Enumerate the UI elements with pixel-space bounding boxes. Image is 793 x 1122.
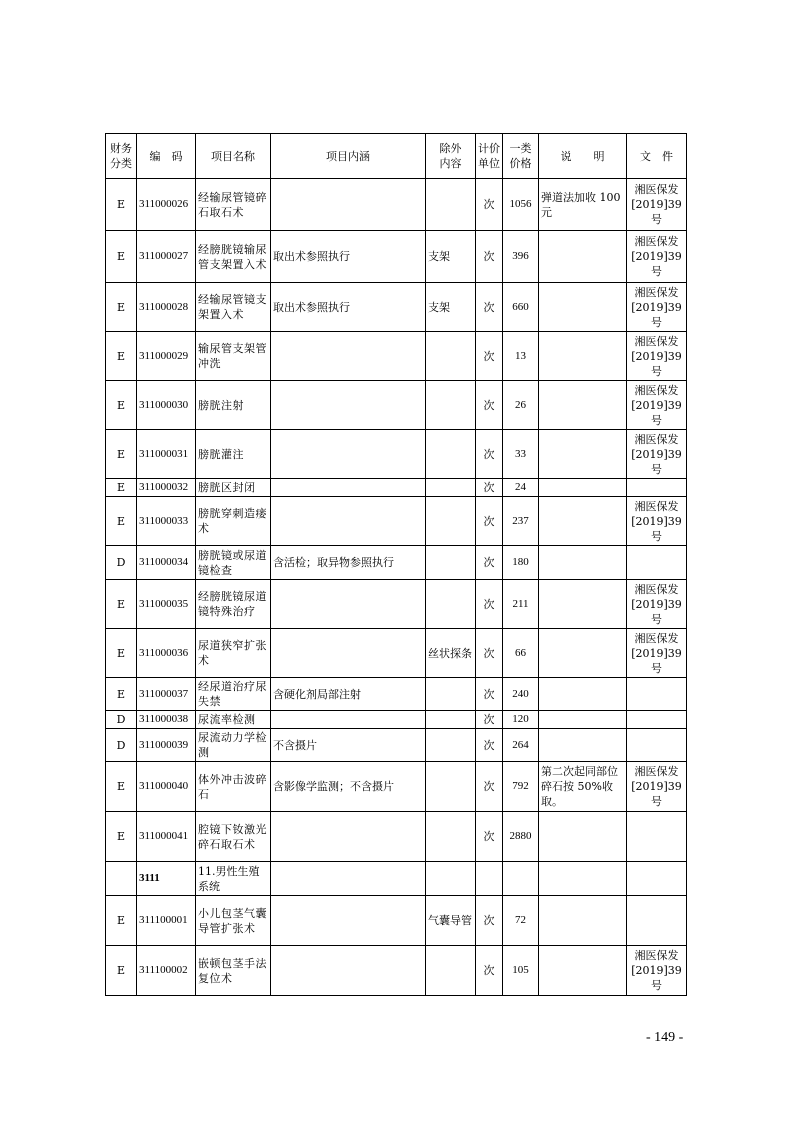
cell-unit: 次 (476, 332, 503, 381)
cell-unit: 次 (476, 678, 503, 711)
cell-exclusion (426, 430, 476, 479)
cell-exclusion: 气囊导管 (426, 896, 476, 946)
table-row (106, 430, 687, 479)
cell-unit: 次 (476, 896, 503, 946)
cell-content (271, 381, 426, 430)
table-row (106, 729, 687, 762)
cell-content: 含活检；取异物参照执行 (271, 546, 426, 580)
table-row (106, 497, 687, 546)
cell-price: 396 (503, 231, 539, 283)
table-row (106, 580, 687, 629)
cell-unit (476, 862, 503, 896)
header-name: 项目名称 (196, 134, 271, 179)
cell-exclusion: 支架 (426, 231, 476, 283)
cell-content (271, 711, 426, 729)
cell-note (539, 729, 627, 762)
cell-code: 311000035 (137, 580, 196, 629)
price-table (105, 133, 687, 996)
cell-name: 膀胱注射 (196, 381, 271, 430)
cell-unit: 次 (476, 179, 503, 231)
cell-unit: 次 (476, 430, 503, 479)
cell-content: 含硬化剂局部注射 (271, 678, 426, 711)
cell-note (539, 479, 627, 497)
cell-price: 792 (503, 762, 539, 812)
cell-category: E (106, 762, 137, 812)
cell-doc: 湘医保发[2019]39号 (627, 629, 687, 678)
cell-note (539, 580, 627, 629)
cell-code: 311100002 (137, 946, 196, 996)
cell-unit: 次 (476, 381, 503, 430)
cell-price: 33 (503, 430, 539, 479)
cell-price: 180 (503, 546, 539, 580)
cell-doc (627, 896, 687, 946)
header-note: 说 明 (539, 134, 627, 179)
cell-doc (627, 546, 687, 580)
header-category: 财务 分类 (106, 134, 137, 179)
cell-category: D (106, 729, 137, 762)
cell-unit: 次 (476, 231, 503, 283)
cell-name: 膀胱灌注 (196, 430, 271, 479)
cell-code: 311000034 (137, 546, 196, 580)
table-row (106, 762, 687, 812)
cell-unit: 次 (476, 497, 503, 546)
cell-note (539, 629, 627, 678)
cell-price: 240 (503, 678, 539, 711)
cell-name: 经输尿管镜支架置入术 (196, 283, 271, 332)
cell-code: 311000030 (137, 381, 196, 430)
cell-price: 105 (503, 946, 539, 996)
cell-note (539, 332, 627, 381)
cell-content: 含影像学监测；不含摄片 (271, 762, 426, 812)
cell-exclusion (426, 332, 476, 381)
cell-code: 311000036 (137, 629, 196, 678)
cell-price: 120 (503, 711, 539, 729)
cell-note (539, 497, 627, 546)
cell-exclusion: 丝状探条 (426, 629, 476, 678)
cell-price: 26 (503, 381, 539, 430)
cell-category: E (106, 678, 137, 711)
cell-exclusion (426, 479, 476, 497)
cell-code: 311000033 (137, 497, 196, 546)
cell-note: 弹道法加收 100 元 (539, 179, 627, 231)
cell-doc: 湘医保发[2019]39号 (627, 580, 687, 629)
cell-note (539, 430, 627, 479)
cell-unit: 次 (476, 629, 503, 678)
cell-price: 13 (503, 332, 539, 381)
header-doc: 文 件 (627, 134, 687, 179)
cell-note (539, 862, 627, 896)
cell-unit: 次 (476, 711, 503, 729)
cell-note: 第二次起同部位碎石按 50%收取。 (539, 762, 627, 812)
cell-note (539, 678, 627, 711)
cell-category: E (106, 812, 137, 862)
cell-note (539, 711, 627, 729)
cell-category: E (106, 231, 137, 283)
cell-code: 311000039 (137, 729, 196, 762)
cell-content (271, 430, 426, 479)
cell-category: E (106, 430, 137, 479)
cell-category: E (106, 381, 137, 430)
cell-name: 经膀胱镜尿道镜特殊治疗 (196, 580, 271, 629)
cell-exclusion (426, 497, 476, 546)
cell-name: 膀胱区封闭 (196, 479, 271, 497)
cell-price: 24 (503, 479, 539, 497)
cell-doc (627, 729, 687, 762)
cell-unit: 次 (476, 729, 503, 762)
cell-code: 311000037 (137, 678, 196, 711)
cell-name: 腔镜下钕激光碎石取石术 (196, 812, 271, 862)
cell-price: 264 (503, 729, 539, 762)
cell-code: 311000028 (137, 283, 196, 332)
cell-price: 1056 (503, 179, 539, 231)
cell-exclusion (426, 762, 476, 812)
cell-code: 311100001 (137, 896, 196, 946)
table-row (106, 479, 687, 497)
table-row (106, 231, 687, 283)
cell-content (271, 332, 426, 381)
cell-code: 3111 (137, 862, 196, 896)
cell-price (503, 862, 539, 896)
cell-name: 经尿道治疗尿失禁 (196, 678, 271, 711)
cell-code: 311000026 (137, 179, 196, 231)
cell-unit: 次 (476, 479, 503, 497)
cell-price: 237 (503, 497, 539, 546)
cell-note (539, 896, 627, 946)
cell-category: E (106, 629, 137, 678)
cell-name: 膀胱穿刺造瘘术 (196, 497, 271, 546)
cell-content (271, 179, 426, 231)
cell-category: E (106, 580, 137, 629)
cell-content (271, 946, 426, 996)
cell-exclusion (426, 862, 476, 896)
table-row (106, 381, 687, 430)
cell-doc: 湘医保发[2019]39号 (627, 946, 687, 996)
cell-doc: 湘医保发[2019]39号 (627, 762, 687, 812)
header-unit: 计价 单位 (476, 134, 503, 179)
cell-exclusion (426, 812, 476, 862)
cell-category: E (106, 332, 137, 381)
cell-note (539, 381, 627, 430)
cell-code: 311000038 (137, 711, 196, 729)
cell-name: 膀胱镜或尿道镜检查 (196, 546, 271, 580)
table-row (106, 283, 687, 332)
cell-doc (627, 678, 687, 711)
cell-unit: 次 (476, 283, 503, 332)
table-row (106, 946, 687, 996)
cell-price: 2880 (503, 812, 539, 862)
table-row (106, 711, 687, 729)
cell-name: 11.男性生殖系统 (196, 862, 271, 896)
table-row (106, 179, 687, 231)
cell-code: 311000032 (137, 479, 196, 497)
cell-content (271, 629, 426, 678)
cell-price: 72 (503, 896, 539, 946)
cell-unit: 次 (476, 546, 503, 580)
cell-name: 经膀胱镜输尿管支架置入术 (196, 231, 271, 283)
cell-name: 尿流动力学检测 (196, 729, 271, 762)
cell-code: 311000031 (137, 430, 196, 479)
cell-doc: 湘医保发[2019]39号 (627, 430, 687, 479)
cell-code: 311000029 (137, 332, 196, 381)
cell-content (271, 479, 426, 497)
cell-category: D (106, 546, 137, 580)
cell-unit: 次 (476, 812, 503, 862)
cell-name: 体外冲击波碎石 (196, 762, 271, 812)
cell-name: 经输尿管镜碎石取石术 (196, 179, 271, 231)
cell-doc: 湘医保发[2019]39号 (627, 381, 687, 430)
cell-code: 311000041 (137, 812, 196, 862)
section-row (106, 862, 687, 896)
cell-doc: 湘医保发[2019]39号 (627, 497, 687, 546)
cell-name: 小儿包茎气囊导管扩张术 (196, 896, 271, 946)
cell-note (539, 231, 627, 283)
cell-exclusion (426, 381, 476, 430)
cell-unit: 次 (476, 762, 503, 812)
cell-content: 取出术参照执行 (271, 231, 426, 283)
table-row (106, 629, 687, 678)
cell-exclusion: 支架 (426, 283, 476, 332)
cell-exclusion (426, 546, 476, 580)
cell-unit: 次 (476, 580, 503, 629)
cell-doc: 湘医保发[2019]39号 (627, 179, 687, 231)
cell-exclusion (426, 729, 476, 762)
cell-category: E (106, 946, 137, 996)
cell-category: E (106, 479, 137, 497)
cell-doc (627, 812, 687, 862)
header-exclusion: 除外 内容 (426, 134, 476, 179)
cell-name: 嵌顿包茎手法复位术 (196, 946, 271, 996)
cell-content: 不含摄片 (271, 729, 426, 762)
header-code: 编 码 (137, 134, 196, 179)
cell-category: D (106, 711, 137, 729)
cell-doc (627, 479, 687, 497)
header-price: 一类 价格 (503, 134, 539, 179)
cell-content (271, 896, 426, 946)
header-content: 项目内涵 (271, 134, 426, 179)
cell-doc: 湘医保发[2019]39号 (627, 283, 687, 332)
table-row (106, 896, 687, 946)
cell-name: 尿流率检测 (196, 711, 271, 729)
cell-price: 660 (503, 283, 539, 332)
table-row (106, 332, 687, 381)
cell-code: 311000040 (137, 762, 196, 812)
cell-doc (627, 862, 687, 896)
cell-exclusion (426, 179, 476, 231)
cell-doc (627, 711, 687, 729)
page-number: - 149 - (646, 1030, 684, 1045)
cell-exclusion (426, 711, 476, 729)
cell-unit: 次 (476, 946, 503, 996)
table-row (106, 678, 687, 711)
cell-content (271, 497, 426, 546)
cell-note (539, 546, 627, 580)
cell-content: 取出术参照执行 (271, 283, 426, 332)
table-row (106, 812, 687, 862)
table-row (106, 546, 687, 580)
cell-note (539, 812, 627, 862)
cell-code: 311000027 (137, 231, 196, 283)
cell-note (539, 946, 627, 996)
cell-content (271, 812, 426, 862)
cell-exclusion (426, 580, 476, 629)
cell-exclusion (426, 678, 476, 711)
cell-price: 211 (503, 580, 539, 629)
cell-category: E (106, 497, 137, 546)
cell-exclusion (426, 946, 476, 996)
cell-category: E (106, 179, 137, 231)
cell-category: E (106, 283, 137, 332)
table-header-row (106, 134, 687, 179)
cell-price: 66 (503, 629, 539, 678)
cell-doc: 湘医保发[2019]39号 (627, 231, 687, 283)
cell-content (271, 862, 426, 896)
cell-name: 输尿管支架管冲洗 (196, 332, 271, 381)
cell-doc: 湘医保发[2019]39号 (627, 332, 687, 381)
cell-content (271, 580, 426, 629)
cell-category: E (106, 896, 137, 946)
cell-note (539, 283, 627, 332)
cell-name: 尿道狭窄扩张术 (196, 629, 271, 678)
cell-category (106, 862, 137, 896)
